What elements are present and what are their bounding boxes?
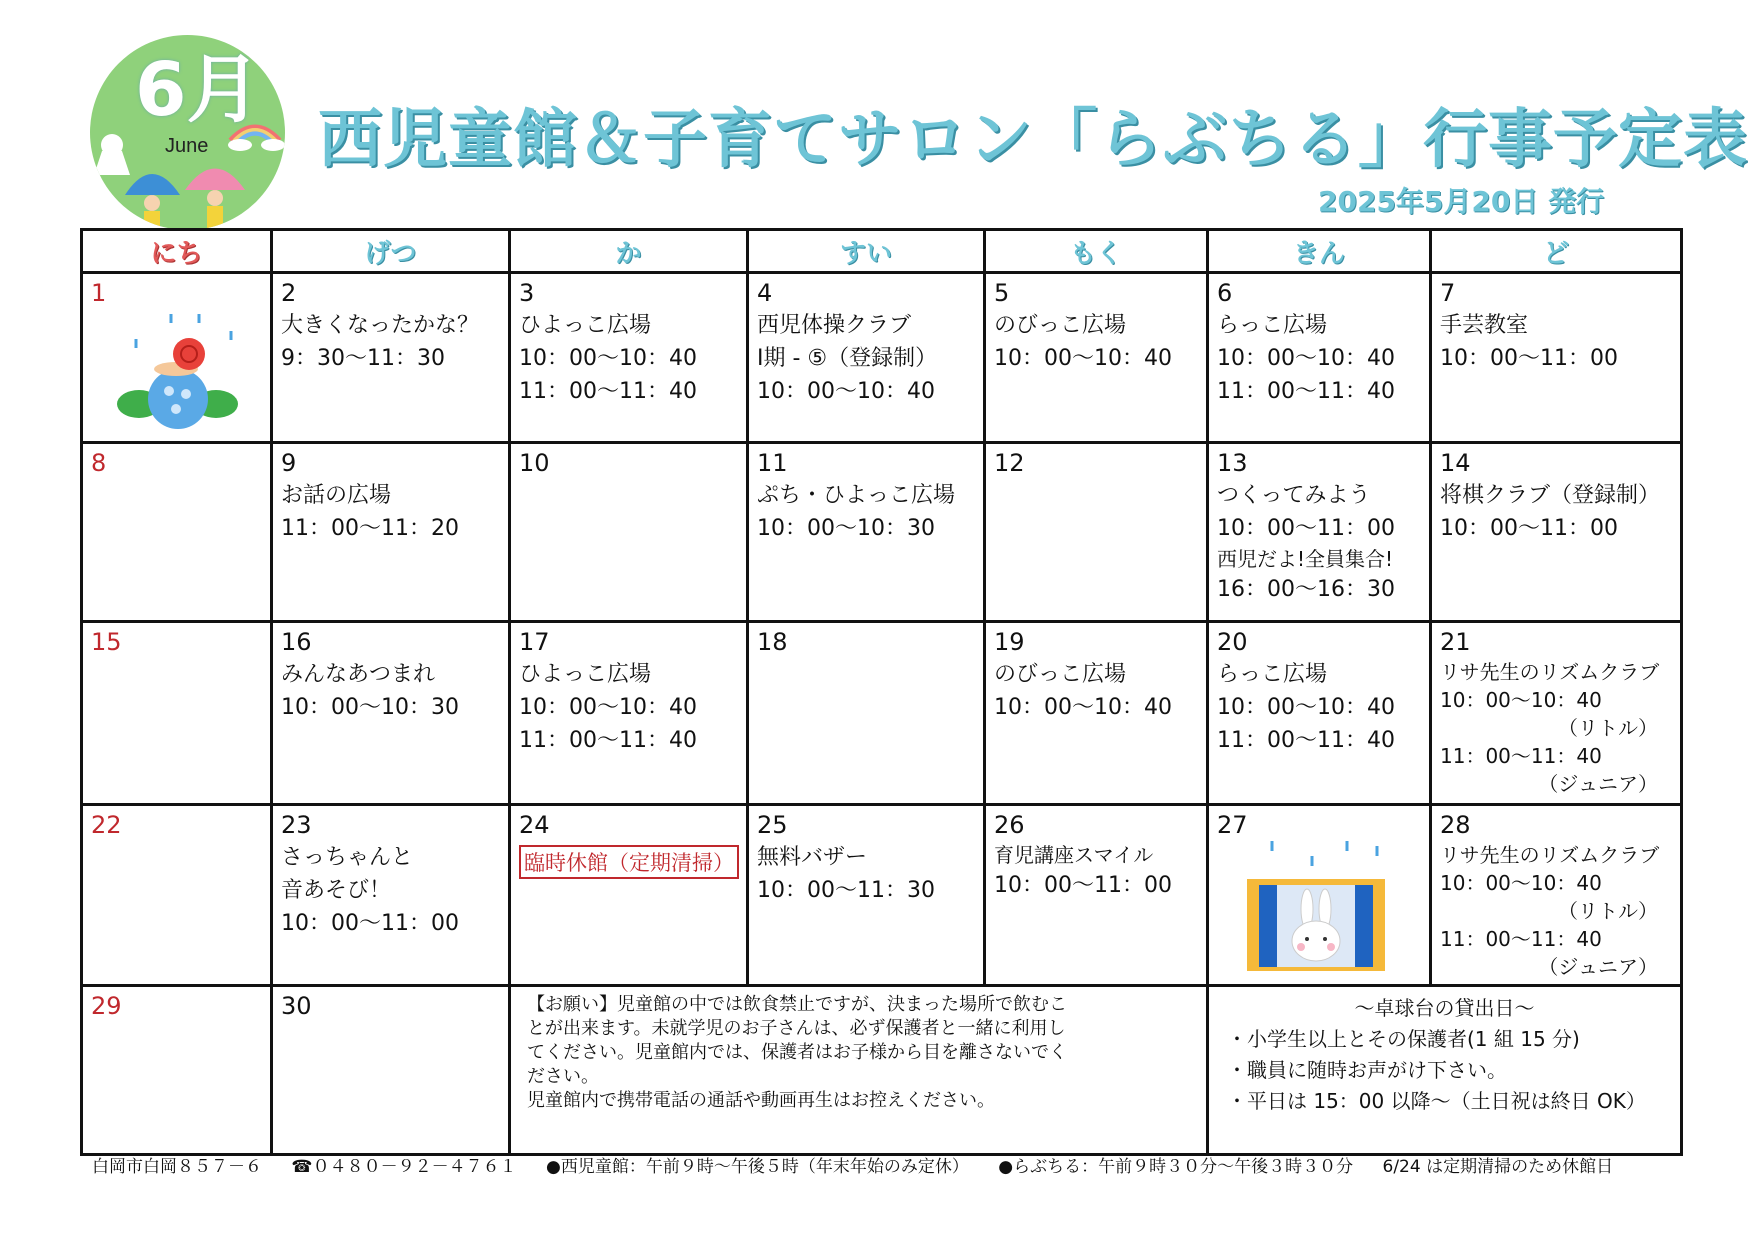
day-number: 17 bbox=[519, 628, 550, 656]
day-cell-29 bbox=[82, 986, 272, 1155]
event-title: らっこ広場 bbox=[1217, 313, 1328, 338]
day-number: 4 bbox=[757, 279, 773, 307]
event-title: 大きくなったかな？ bbox=[281, 313, 480, 338]
event-title: みんなあつまれ bbox=[281, 662, 436, 687]
event-time: 10：00～10：40 bbox=[1440, 871, 1602, 895]
day-number: 11 bbox=[757, 449, 788, 477]
weekday-header-row bbox=[82, 230, 1682, 273]
day-number: 16 bbox=[281, 628, 312, 656]
footer-phone: ☎０４８０－９２－４７６１ bbox=[291, 1157, 517, 1177]
event-time: 16：00～16：30 bbox=[1217, 577, 1395, 602]
day-number: 13 bbox=[1217, 449, 1248, 477]
day-cell-13 bbox=[1208, 443, 1431, 622]
week-row-4 bbox=[82, 805, 1682, 986]
snail-hydrangea-icon bbox=[91, 309, 241, 434]
event-time: 10：00～10：30 bbox=[757, 516, 935, 541]
event-time: 10：00～10：40 bbox=[1217, 695, 1395, 720]
event-time: 11：00～11：40 bbox=[519, 728, 697, 753]
event-title: 将棋クラブ（登録制） bbox=[1440, 483, 1661, 508]
day-cell-26 bbox=[985, 805, 1208, 986]
event-time: 10：00～10：40 bbox=[519, 346, 697, 371]
day-number: 29 bbox=[91, 992, 122, 1020]
notice-line: 【お願い】児童館の中では飲食禁止ですが、決まった場所で飲むこ bbox=[527, 994, 1067, 1015]
pingpong-item: ・小学生以上とその保護者(1 組 15 分) bbox=[1227, 1027, 1580, 1051]
event-title: のびっこ広場 bbox=[994, 313, 1127, 338]
day-number: 18 bbox=[757, 628, 788, 656]
day-cell-12 bbox=[985, 443, 1208, 622]
day-number: 10 bbox=[519, 449, 550, 477]
day-number: 23 bbox=[281, 811, 312, 839]
week-row-3 bbox=[82, 622, 1682, 805]
day-cell-9 bbox=[272, 443, 510, 622]
weekday-tue: か bbox=[510, 230, 748, 273]
day-number: 6 bbox=[1217, 279, 1233, 307]
footer-hours-kids: ●西児童館：午前９時～午後５時（年末年始のみ定休） bbox=[546, 1157, 969, 1177]
event-time: 10：00～10：30 bbox=[281, 695, 459, 720]
weekday-thu: もく bbox=[985, 230, 1208, 273]
day-number: 3 bbox=[519, 279, 535, 307]
day-number: 21 bbox=[1440, 628, 1471, 656]
day-cell-16 bbox=[272, 622, 510, 805]
event-time: 11：00～11：40 bbox=[1440, 927, 1602, 951]
event-time: 10：00～11：00 bbox=[1440, 516, 1618, 541]
day-cell-30 bbox=[272, 986, 510, 1155]
day-cell-14 bbox=[1431, 443, 1682, 622]
day-number: 7 bbox=[1440, 279, 1456, 307]
day-number: 19 bbox=[994, 628, 1025, 656]
day-cell-24 bbox=[510, 805, 748, 986]
day-number: 5 bbox=[994, 279, 1010, 307]
event-time: 10：00～10：40 bbox=[994, 695, 1172, 720]
event-time: 10：00～10：40 bbox=[994, 346, 1172, 371]
day-cell-28 bbox=[1431, 805, 1682, 986]
day-cell-2 bbox=[272, 273, 510, 443]
footer-hours-salon: ●らぶちる：午前９時３０分～午後３時３０分 bbox=[998, 1157, 1354, 1177]
footer-address: 白岡市白岡８５７－６ bbox=[92, 1157, 262, 1177]
event-title: リサ先生のリズムクラブ bbox=[1440, 660, 1660, 684]
event-title: 音あそび！ bbox=[281, 878, 392, 903]
day-number: 27 bbox=[1217, 811, 1248, 839]
event-title: のびっこ広場 bbox=[994, 662, 1127, 687]
event-time: 11：00～11：40 bbox=[1217, 728, 1395, 753]
calendar-table bbox=[80, 228, 1683, 1156]
pingpong-item: ・平日は 15：00 以降～（土日祝は終日 OK） bbox=[1227, 1089, 1646, 1113]
pingpong-title: ～卓球台の貸出日～ bbox=[1354, 996, 1535, 1020]
weekday-wed: すい bbox=[748, 230, 985, 273]
event-time: 10：00～10：40 bbox=[757, 379, 935, 404]
event-time: 10：00～10：40 bbox=[1440, 688, 1602, 712]
event-group: （ジュニア） bbox=[1538, 955, 1658, 979]
day-number: 12 bbox=[994, 449, 1025, 477]
event-group: （ジュニア） bbox=[1538, 772, 1658, 796]
day-cell-4 bbox=[748, 273, 985, 443]
event-title: 無料バザー bbox=[757, 845, 868, 870]
day-cell-20 bbox=[1208, 622, 1431, 805]
issue-date: 2025年5月20日 発行 bbox=[1318, 185, 1605, 218]
event-title: お話の広場 bbox=[281, 483, 392, 508]
event-time: 11：00～11：20 bbox=[281, 516, 459, 541]
rabbit-window-icon bbox=[1217, 841, 1397, 971]
day-cell-21 bbox=[1431, 622, 1682, 805]
event-title: さっちゃんと bbox=[281, 845, 414, 870]
day-cell-3 bbox=[510, 273, 748, 443]
day-cell-5 bbox=[985, 273, 1208, 443]
footer-closed-note: 6/24 は定期清掃のため休館日 bbox=[1382, 1157, 1614, 1177]
day-cell-6 bbox=[1208, 273, 1431, 443]
event-time: 10：00～11：00 bbox=[1217, 516, 1395, 541]
event-title: 西児だよ!全員集合! bbox=[1217, 547, 1394, 571]
day-number: 24 bbox=[519, 811, 550, 839]
day-number: 1 bbox=[91, 279, 107, 307]
day-cell-27 bbox=[1208, 805, 1431, 986]
day-number: 25 bbox=[757, 811, 788, 839]
notice-line: 児童館内で携帯電話の通話や動画再生はお控えください。 bbox=[527, 1090, 995, 1111]
day-cell-15 bbox=[82, 622, 272, 805]
day-cell-8 bbox=[82, 443, 272, 622]
day-number: 20 bbox=[1217, 628, 1248, 656]
event-group: （リトル） bbox=[1558, 899, 1658, 923]
day-number: 9 bbox=[281, 449, 297, 477]
day-cell-17 bbox=[510, 622, 748, 805]
weekday-mon: げつ bbox=[272, 230, 510, 273]
event-title: ひよっこ広場 bbox=[519, 662, 652, 687]
month-badge bbox=[90, 35, 285, 230]
closed-notice-badge: 臨時休館（定期清掃） bbox=[519, 845, 739, 879]
event-time: 11：00～11：40 bbox=[519, 379, 697, 404]
day-cell-1 bbox=[82, 273, 272, 443]
event-title: ぷち・ひよっこ広場 bbox=[757, 483, 956, 508]
event-title: つくってみよう bbox=[1217, 483, 1371, 508]
day-number: 28 bbox=[1440, 811, 1471, 839]
event-time: 11：00～11：40 bbox=[1440, 744, 1602, 768]
notice-line: とが出来ます。未就学児のお子さんは、必ず保護者と一緒に利用し bbox=[527, 1018, 1066, 1039]
notice-box bbox=[510, 986, 1208, 1155]
day-cell-18 bbox=[748, 622, 985, 805]
event-title: 西児体操クラブ bbox=[757, 313, 912, 338]
event-time: 11：00～11：40 bbox=[1217, 379, 1395, 404]
notice-line: ださい。 bbox=[527, 1066, 599, 1087]
day-number: 30 bbox=[281, 992, 312, 1020]
event-group: （リトル） bbox=[1558, 716, 1658, 740]
page-title: 西児童館＆子育てサロン「らぶちる」行事予定表 bbox=[318, 103, 1748, 177]
day-cell-10 bbox=[510, 443, 748, 622]
month-english: June bbox=[165, 135, 209, 157]
day-cell-19 bbox=[985, 622, 1208, 805]
event-time: 10：00～11：00 bbox=[1440, 346, 1618, 371]
day-cell-23 bbox=[272, 805, 510, 986]
event-note: Ⅰ期 - ⑤（登録制） bbox=[757, 346, 938, 371]
day-cell-7 bbox=[1431, 273, 1682, 443]
pingpong-box bbox=[1208, 986, 1682, 1155]
event-time: 10：00～11：00 bbox=[281, 911, 459, 936]
week-row-5 bbox=[82, 986, 1682, 1155]
week-row-1 bbox=[82, 273, 1682, 443]
day-number: 15 bbox=[91, 628, 122, 656]
weekday-sun: にち bbox=[82, 230, 272, 273]
day-number: 8 bbox=[91, 449, 107, 477]
event-time: 10：00～11：00 bbox=[994, 873, 1172, 898]
month-label: 6月 bbox=[135, 47, 261, 133]
event-title: ひよっこ広場 bbox=[519, 313, 652, 338]
event-title: らっこ広場 bbox=[1217, 662, 1328, 687]
event-time: 10：00～10：40 bbox=[1217, 346, 1395, 371]
day-number: 26 bbox=[994, 811, 1025, 839]
event-title: リサ先生のリズムクラブ bbox=[1440, 843, 1660, 867]
event-title: 手芸教室 bbox=[1440, 313, 1529, 338]
weekday-fri: きん bbox=[1208, 230, 1431, 273]
day-cell-22 bbox=[82, 805, 272, 986]
day-cell-11 bbox=[748, 443, 985, 622]
day-number: 2 bbox=[281, 279, 297, 307]
pingpong-item: ・職員に随時お声がけ下さい。 bbox=[1227, 1058, 1507, 1082]
notice-line: てください。児童館内では、保護者はお子様から目を離さないでく bbox=[527, 1042, 1067, 1063]
week-row-2 bbox=[82, 443, 1682, 622]
day-number: 14 bbox=[1440, 449, 1471, 477]
event-title: 育児講座スマイル bbox=[994, 843, 1154, 867]
footer bbox=[92, 1152, 1637, 1177]
day-cell-25 bbox=[748, 805, 985, 986]
weekday-sat: ど bbox=[1431, 230, 1682, 273]
event-time: 10：00～10：40 bbox=[519, 695, 697, 720]
event-time: 9：30～11：30 bbox=[281, 346, 445, 371]
event-time: 10：00～11：30 bbox=[757, 878, 935, 903]
day-number: 22 bbox=[91, 811, 122, 839]
